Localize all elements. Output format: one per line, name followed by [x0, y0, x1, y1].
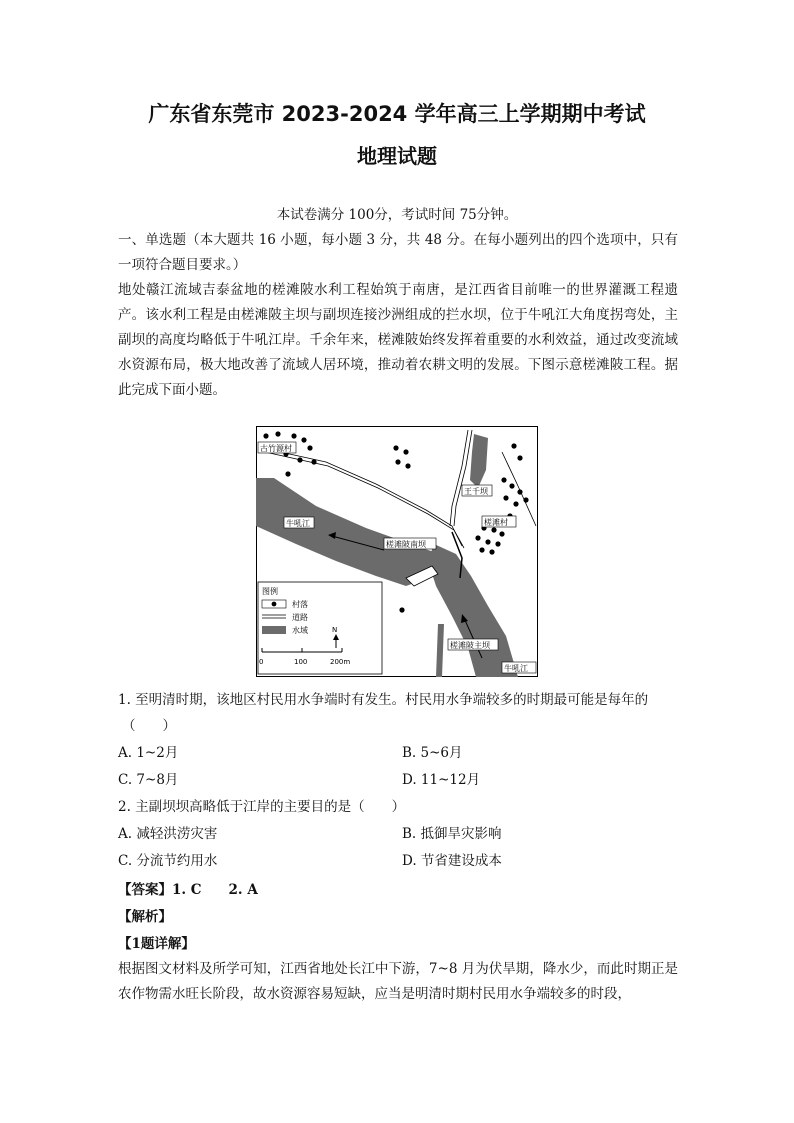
legend-item-road: 道路: [292, 613, 308, 622]
scale-tick-0: 0: [259, 658, 264, 666]
north-label: N: [332, 626, 338, 634]
label-south-dam: 槎滩陂南坝: [386, 540, 426, 549]
scale-tick-200: 200m: [330, 658, 351, 666]
label-chatan-village: 槎滩村: [484, 518, 508, 527]
scale-tick-100: 100: [294, 658, 308, 666]
legend-title: 图例: [262, 587, 278, 596]
q2-option-d: D. 节省建设成本: [402, 853, 502, 869]
q1-option-d: D. 11~12月: [402, 772, 481, 788]
q1-option-c: C. 7~8月: [118, 772, 179, 788]
q2-stem: 2. 主副坝坝高略低于江岸的主要目的是（ ）: [118, 799, 406, 815]
legend-village-symbol: [272, 602, 277, 607]
q2-option-a: A. 减轻洪涝灾害: [118, 826, 218, 842]
legend-item-water: 水域: [292, 626, 308, 635]
page-title: 广东省东莞市 2023-2024 学年高三上学期期中考试: [148, 102, 646, 126]
label-river-west: 牛吼江: [286, 519, 310, 528]
section-heading: 一、单选题（本大题共 16 小题，每小题 3 分，共 48 分。在每小题列出的四个选项中，只有一项符合题目要求。）: [118, 232, 678, 273]
label-wangqianba: 王千坝: [464, 487, 488, 496]
legend-water-symbol: [262, 626, 286, 634]
explanation: 根据图文材料及所学可知，江西省地处长江中下游，7~8 月为伏旱期，降水少，而此时期正是农作物需水旺长阶段，故水资源容易短缺，应当是明清时期村民用水争端较多的时段，: [118, 961, 678, 1002]
q1-detail-heading: 【1题详解】: [118, 936, 195, 952]
page-subtitle: 地理试题: [357, 144, 437, 168]
chatanbei-map: [256, 426, 538, 677]
label-river-east: 牛吼江: [504, 664, 528, 673]
answer-line: 【答案】1. C 2. A: [118, 882, 258, 898]
q2-option-b: B. 抵御旱灾影响: [402, 826, 502, 842]
q2-option-c: C. 分流节约用水: [118, 853, 218, 869]
analysis-heading: 【解析】: [118, 909, 172, 925]
exam-info: 本试卷满分 100分，考试时间 75分钟。: [276, 207, 518, 223]
q1-option-a: A. 1~2月: [118, 745, 179, 761]
passage: 地处赣江流域吉泰盆地的槎滩陂水利工程始筑于南唐，是江西省目前唯一的世界灌溉工程遗产。该水利工程是由槎滩陂主坝与副坝连接沙洲组成的拦水坝，位于牛吼江大角度拐弯处，主副坝的高度均略低于牛吼江岸。千余年来，槎滩陂始终发挥着重要的水利效益，通过改变流域水资源布局，极大地改善了流域人居环境，推动着农耕文明的发展。下图示意槎滩陂工程。据此完成下面小题。: [118, 282, 678, 398]
label-main-dam: 槎滩陂主坝: [450, 641, 490, 650]
q1-blank: （ ）: [122, 718, 176, 734]
q1-option-b: B. 5~6月: [402, 745, 463, 761]
q1-stem: 1. 至明清时期，该地区村民用水争端时有发生。村民用水争端较多的时期最可能是每年的: [118, 692, 649, 708]
label-guzhuyuan: 古竹源村: [260, 444, 292, 453]
legend-item-village: 村落: [292, 600, 308, 609]
